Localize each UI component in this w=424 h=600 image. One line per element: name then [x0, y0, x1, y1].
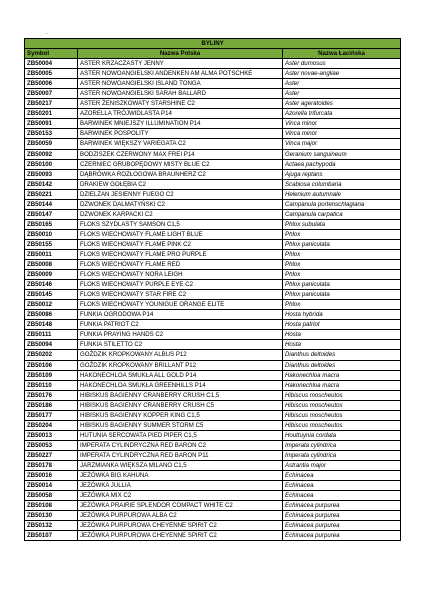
cell-polish-name: FLOKS WIECHOWATY FLAME PINK C2	[78, 239, 283, 249]
cell-latin-name: Helenium autumnale	[283, 189, 401, 199]
table-row	[25, 199, 401, 209]
table-row	[25, 239, 401, 249]
cell-latin-name: Echinacea	[283, 491, 401, 501]
table-row	[25, 330, 401, 340]
cell-latin-name: Aster dumosus	[283, 59, 401, 69]
cell-polish-name: HAKONECHLOA SMUKŁA GREENHILLS P14	[78, 380, 283, 390]
cell-symbol: ZB50146	[25, 280, 78, 290]
cell-latin-name: Phlox	[283, 270, 401, 280]
cell-latin-name: Phlox paniculata	[283, 290, 401, 300]
cell-symbol: ZB50148	[25, 320, 78, 330]
cell-symbol: ZB50016	[25, 471, 78, 481]
cell-latin-name: Hakonechloa macra	[283, 370, 401, 380]
cell-latin-name: Aster	[283, 89, 401, 99]
cell-symbol: ZB50109	[25, 370, 78, 380]
cell-latin-name: Campanula portenschlagiana	[283, 199, 401, 209]
cell-polish-name: DZWONEK DALMATYŃSKI C2	[78, 199, 283, 209]
cell-polish-name: FLOKS WIECHOWATY FLAME RED	[78, 260, 283, 270]
cell-symbol: ZB50008	[25, 260, 78, 270]
plant-catalog-table	[24, 38, 401, 541]
cell-polish-name: FLOKS SZYDLASTY SAMSON C1,5	[78, 219, 283, 229]
cell-latin-name: Echinacea purpurea	[283, 521, 401, 531]
cell-latin-name: Phlox subulata	[283, 219, 401, 229]
cell-latin-name: Hibiscus moscheutos	[283, 400, 401, 410]
table-row	[25, 129, 401, 139]
cell-latin-name: Aster novae-angliae	[283, 69, 401, 79]
cell-polish-name: FUNKIA PATRIOT C2	[78, 320, 283, 330]
cell-latin-name: Hibiscus moscheutos	[283, 420, 401, 430]
cell-polish-name: BARWINEK MNIEJSZY ILLUMINATION P14	[78, 119, 283, 129]
cell-polish-name: ASTER NOWOANGIELSKI SARAH BALLARD	[78, 89, 283, 99]
cell-latin-name: Phlox paniculata	[283, 239, 401, 249]
cell-symbol: ZB50176	[25, 390, 78, 400]
cell-symbol: ZB50204	[25, 420, 78, 430]
cell-symbol: ZB50111	[25, 330, 78, 340]
sheet-title: BYLINY	[25, 39, 401, 49]
cell-symbol: ZB50106	[25, 360, 78, 370]
table-row	[25, 370, 401, 380]
cell-polish-name: FLOKS WIECHOWATY STAR FIRE C2	[78, 290, 283, 300]
cell-latin-name: Hosta hybrida	[283, 310, 401, 320]
cell-polish-name: BARWINEK WIĘKSZY VARIEGATA C2	[78, 139, 283, 149]
cell-latin-name: Echinacea	[283, 481, 401, 491]
table-row	[25, 380, 401, 390]
cell-symbol: ZB50093	[25, 169, 78, 179]
cell-symbol: ZB50014	[25, 481, 78, 491]
cell-polish-name: HAKONECHLOA SMUKŁA ALL GOLD P14	[78, 370, 283, 380]
table-row	[25, 89, 401, 99]
cell-latin-name: Hibiscus moscheutos	[283, 410, 401, 420]
cell-polish-name: ASTER NOWOANGIELSKI ISLAND TONGA	[78, 79, 283, 89]
header-polish-name: Nazwa Polska	[78, 49, 283, 59]
cell-polish-name: ASTER ŻENISZKOWATY STARSHINE C2	[78, 99, 283, 109]
cell-polish-name: JEŻÓWKA PRAIRIE SPLENDOR COMPACT WHITE C2	[78, 501, 283, 511]
cell-symbol: ZB50217	[25, 99, 78, 109]
table-row	[25, 79, 401, 89]
cell-symbol: ZB50165	[25, 219, 78, 229]
header-latin-name: Nazwa Łacińska	[283, 49, 401, 59]
cell-latin-name: Aster	[283, 79, 401, 89]
table-row	[25, 460, 401, 470]
table-row	[25, 159, 401, 169]
cell-polish-name: JARZMIANKA WIĘKSZA MILANO C1,5	[78, 460, 283, 470]
cell-polish-name: ASTER KRZACZASTY JENNY	[78, 59, 283, 69]
cell-polish-name: HIBISKUS BAGIENNY SUMMER STORM C5	[78, 420, 283, 430]
cell-polish-name: DZWONEK KARPACKI C2	[78, 209, 283, 219]
cell-symbol: ZB50132	[25, 521, 78, 531]
cell-polish-name: FLOKS WIECHOWATY PURPLE EYE C2	[78, 280, 283, 290]
cell-polish-name: ASTER NOWOANGIELSKI ANDENKEN AM ALMA POTSCHKE	[78, 69, 283, 79]
table-row	[25, 270, 401, 280]
cell-polish-name: DZIELŻAN JESIENNY FUEGO C2	[78, 189, 283, 199]
cell-symbol: ZB50053	[25, 440, 78, 450]
table-row	[25, 320, 401, 330]
cell-polish-name: FUNKIA OGRODOWA P14	[78, 310, 283, 320]
cell-symbol: ZB50142	[25, 179, 78, 189]
table-row	[25, 189, 401, 199]
table-row	[25, 310, 401, 320]
cell-polish-name: AZORELLA TRÓJWIDLASTA P14	[78, 109, 283, 119]
cell-polish-name: JEŻÓWKA BIG KAHUNA	[78, 471, 283, 481]
cell-polish-name: DRAKIEW GOŁĘBIA C2	[78, 179, 283, 189]
cell-latin-name: Hosta	[283, 340, 401, 350]
cell-latin-name: Azorella trifurcata	[283, 109, 401, 119]
cell-polish-name: JEŻÓWKA MIX C2	[78, 491, 283, 501]
cell-latin-name: Astrantia major	[283, 460, 401, 470]
cell-symbol: ZB50201	[25, 109, 78, 119]
cell-symbol: ZB50177	[25, 410, 78, 420]
title-row	[25, 39, 401, 49]
table-row	[25, 139, 401, 149]
cell-latin-name: Ajuga reptans	[283, 169, 401, 179]
table-row	[25, 531, 401, 541]
cell-latin-name: Phlox paniculata	[283, 280, 401, 290]
cell-polish-name: CZERNIEC GRUBOPĘDOWY MISTY BLUE C2	[78, 159, 283, 169]
table-row	[25, 290, 401, 300]
cell-symbol: ZB50202	[25, 350, 78, 360]
cell-polish-name: JEŻÓWKA PURPUROWA CHEYENNE SPIRIT C2	[78, 531, 283, 541]
table-row	[25, 481, 401, 491]
table-row	[25, 109, 401, 119]
cell-polish-name: JEŻÓWKA PURPUROWA ALBA C2	[78, 511, 283, 521]
table-row	[25, 179, 401, 189]
cell-symbol: ZB50145	[25, 290, 78, 300]
cell-polish-name: HIBISKUS BAGIENNY CRANBERRY CRUSH C1,5	[78, 390, 283, 400]
table-row	[25, 410, 401, 420]
table-row	[25, 440, 401, 450]
corner-marker: -	[46, 31, 48, 37]
cell-latin-name: Campanula carpatica	[283, 209, 401, 219]
cell-latin-name: Vinca minor	[283, 119, 401, 129]
cell-symbol: ZB50221	[25, 189, 78, 199]
table-row	[25, 69, 401, 79]
cell-polish-name: GOŹDZIK KROPKOWANY BRILLANT P12	[78, 360, 283, 370]
table-row	[25, 471, 401, 481]
table-row	[25, 360, 401, 370]
cell-symbol: ZB50086	[25, 310, 78, 320]
cell-symbol: ZB50186	[25, 400, 78, 410]
table-row	[25, 511, 401, 521]
cell-symbol: ZB50227	[25, 450, 78, 460]
cell-latin-name: Vinca major	[283, 139, 401, 149]
header-row	[25, 49, 401, 59]
cell-latin-name: Phlox	[283, 229, 401, 239]
cell-latin-name: Houttuynia cordata	[283, 430, 401, 440]
cell-latin-name: Hosta patriot	[283, 320, 401, 330]
cell-symbol: ZB50178	[25, 460, 78, 470]
table-row	[25, 59, 401, 69]
cell-polish-name: HIBISKUS BAGIENNY CRANBERRY CRUSH C5	[78, 400, 283, 410]
cell-symbol: ZB50013	[25, 430, 78, 440]
cell-latin-name: Imperata cylindrica	[283, 440, 401, 450]
table-row	[25, 491, 401, 501]
cell-latin-name: Scabiosa columbaria	[283, 179, 401, 189]
table-row	[25, 340, 401, 350]
table-row	[25, 229, 401, 239]
table-row	[25, 119, 401, 129]
table-row	[25, 249, 401, 259]
cell-polish-name: BARWINEK POSPOLITY	[78, 129, 283, 139]
cell-latin-name: Dianthus deltoides	[283, 360, 401, 370]
cell-polish-name: GOŹDZIK KROPKOWANY ALBUS P12	[78, 350, 283, 360]
table-row	[25, 219, 401, 229]
cell-polish-name: JEŻÓWKA JULLIA	[78, 481, 283, 491]
cell-latin-name: Hakonechloa macra	[283, 380, 401, 390]
cell-latin-name: Imperata cylindrica	[283, 450, 401, 460]
cell-symbol: ZB50006	[25, 79, 78, 89]
cell-polish-name: JEŻÓWKA PURPUROWA CHEYENNE SPIRIT C2	[78, 521, 283, 531]
cell-symbol: ZB50012	[25, 300, 78, 310]
cell-symbol: ZB50144	[25, 199, 78, 209]
cell-latin-name: Phlox	[283, 249, 401, 259]
cell-symbol: ZB50058	[25, 491, 78, 501]
table-row	[25, 149, 401, 159]
cell-symbol: ZB50092	[25, 149, 78, 159]
cell-latin-name: Phlox	[283, 260, 401, 270]
table-row	[25, 169, 401, 179]
cell-polish-name: BODZISZEK CZERWONY MAX FREI P14	[78, 149, 283, 159]
table-row	[25, 400, 401, 410]
table-row	[25, 280, 401, 290]
cell-symbol: ZB50004	[25, 59, 78, 69]
cell-polish-name: FLOKS WIECHOWATY YOUNIGUE ORANGE ELITE	[78, 300, 283, 310]
table-row	[25, 350, 401, 360]
cell-latin-name: Hosta	[283, 330, 401, 340]
cell-latin-name: Echinacea purpurea	[283, 531, 401, 541]
cell-symbol: ZB50010	[25, 229, 78, 239]
cell-polish-name: FUNKIA PRAYING HANDS C2	[78, 330, 283, 340]
cell-symbol: ZB50094	[25, 340, 78, 350]
cell-latin-name: Aster ageratoides	[283, 99, 401, 109]
table-row	[25, 450, 401, 460]
cell-symbol: ZB50107	[25, 531, 78, 541]
table-body	[25, 59, 401, 541]
cell-polish-name: FLOKS WIECHOWATY NORA LEIGH	[78, 270, 283, 280]
table-row	[25, 99, 401, 109]
cell-polish-name: IMPERATA CYLINDRYCZNA RED BARON P11	[78, 450, 283, 460]
cell-polish-name: IMPERATA CYLINDRYCZNA RED BARON C2	[78, 440, 283, 450]
table-row	[25, 430, 401, 440]
cell-symbol: ZB50011	[25, 249, 78, 259]
cell-latin-name: Geranium sanguineum	[283, 149, 401, 159]
cell-polish-name: HUTUNIA SERCOWATA PIED PIPER C1,5	[78, 430, 283, 440]
cell-latin-name: Actaea pachypoda	[283, 159, 401, 169]
cell-symbol: ZB50005	[25, 69, 78, 79]
cell-latin-name: Echinacea	[283, 471, 401, 481]
cell-polish-name: HIBISKUS BAGIENNY KOPPER KING C1,5	[78, 410, 283, 420]
cell-symbol: ZB50007	[25, 89, 78, 99]
cell-symbol: ZB50059	[25, 139, 78, 149]
cell-symbol: ZB50155	[25, 239, 78, 249]
cell-symbol: ZB50130	[25, 511, 78, 521]
cell-symbol: ZB50108	[25, 501, 78, 511]
table-row	[25, 521, 401, 531]
cell-polish-name: DĄBRÓWKA ROZŁOGOWA BRAUNHERZ C2	[78, 169, 283, 179]
table-row	[25, 420, 401, 430]
table-row	[25, 300, 401, 310]
cell-symbol: ZB50153	[25, 129, 78, 139]
cell-latin-name: Hibiscus moscheutos	[283, 390, 401, 400]
cell-symbol: ZB50110	[25, 380, 78, 390]
cell-symbol: ZB50100	[25, 159, 78, 169]
cell-latin-name: Vinca minor	[283, 129, 401, 139]
cell-symbol: ZB50147	[25, 209, 78, 219]
cell-symbol: ZB50009	[25, 270, 78, 280]
cell-latin-name: Echinacea purpurea	[283, 501, 401, 511]
table-row	[25, 501, 401, 511]
cell-latin-name: Dianthus deltoides	[283, 350, 401, 360]
cell-symbol: ZB50091	[25, 119, 78, 129]
cell-polish-name: FUNKIA STILETTO C2	[78, 340, 283, 350]
table-row	[25, 390, 401, 400]
table-row	[25, 209, 401, 219]
table-row	[25, 260, 401, 270]
cell-latin-name: Phlox	[283, 300, 401, 310]
header-symbol: Symbol	[25, 49, 78, 59]
cell-polish-name: FLOKS WIECHOWATY FLAME PRO PURPLE	[78, 249, 283, 259]
cell-latin-name: Echinacea purpurea	[283, 511, 401, 521]
cell-polish-name: FLOKS WIECHOWATY FLAME LIGHT BLUE	[78, 229, 283, 239]
